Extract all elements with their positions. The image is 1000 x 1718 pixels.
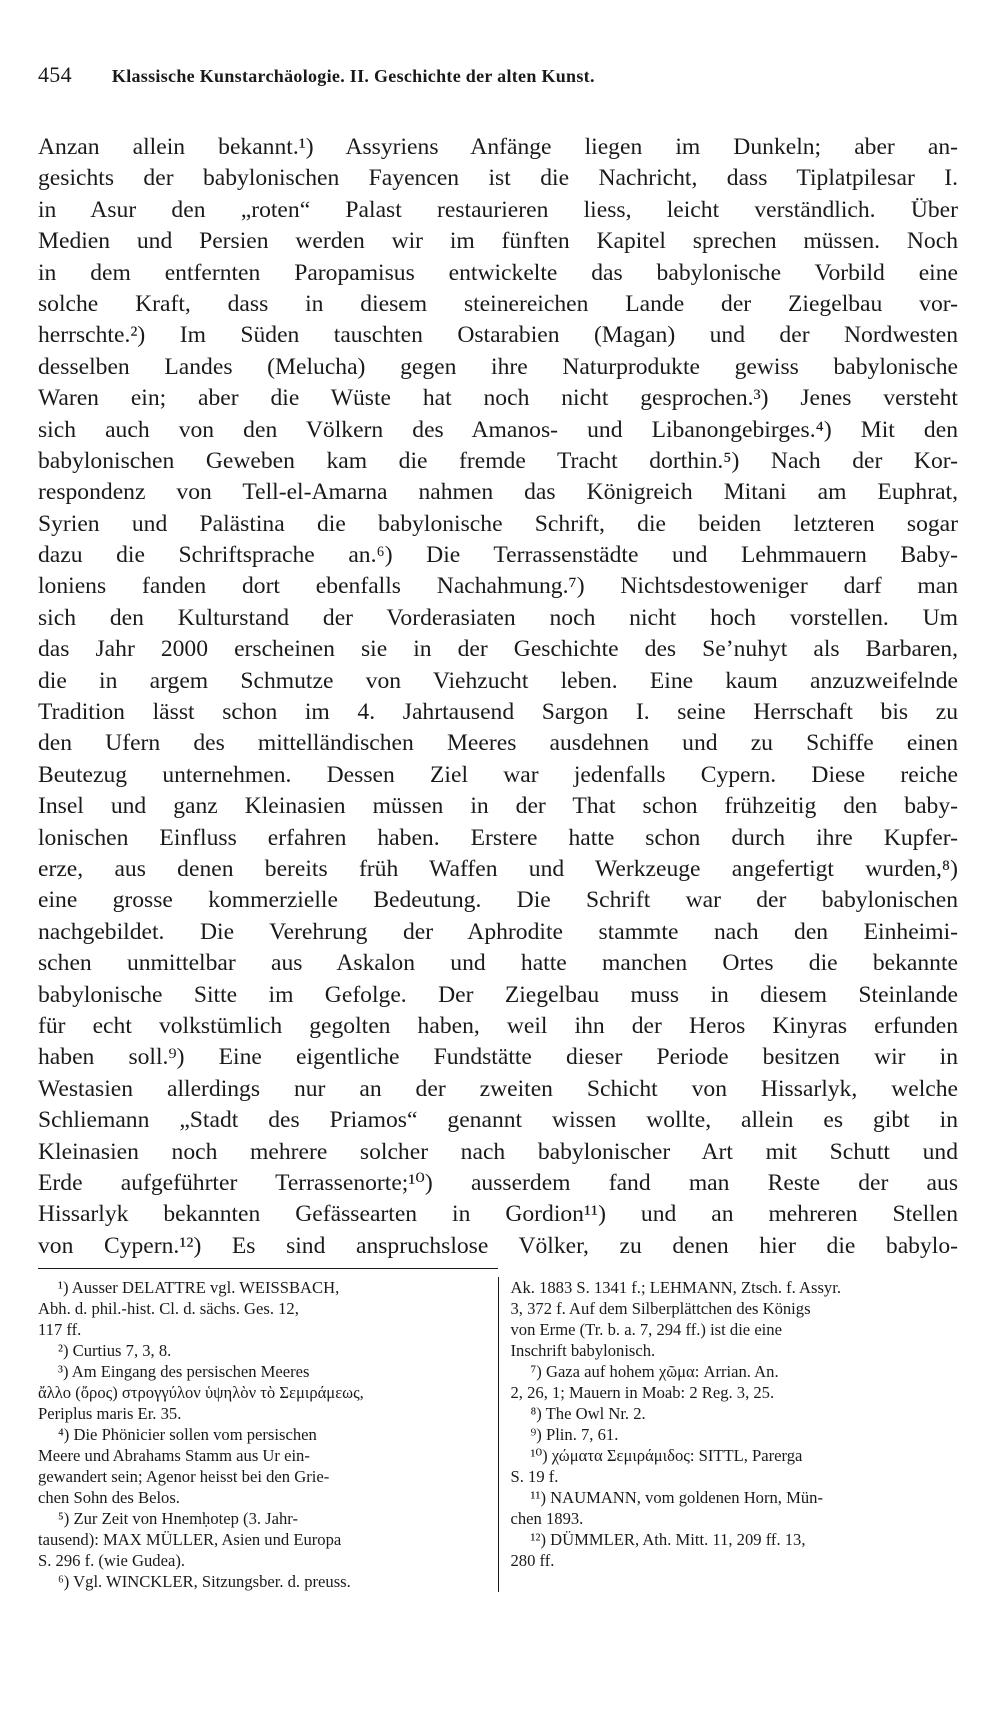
footnote-line: ⁷) Gaza auf hohem χῶμα: Arrian. An. <box>530 1362 779 1382</box>
page <box>38 62 958 1592</box>
footnote-line: 2, 26, 1; Mauern in Moab: 2 Reg. 3, 25. <box>510 1383 775 1403</box>
footnote-line: S. 19 f. <box>510 1467 559 1487</box>
body-line: den Ufern des mittelländischen Meeres ausdehnen und zu Schiffe einen <box>38 730 958 757</box>
footnote-line: Ak. 1883 S. 1341 f.; LEHMANN, Ztsch. f. Assyr. <box>510 1278 841 1298</box>
footnote-line: ⁸) The Owl Nr. 2. <box>530 1404 646 1424</box>
footnote-line: ¹²) DÜMMLER, Ath. Mitt. 11, 209 ff. 13, <box>530 1530 806 1550</box>
body-line: in dem entfernten Paropamisus entwickelte das babylonische Vorbild eine <box>38 259 958 286</box>
footnote-line: ⁵) Zur Zeit von Hnemḥotep (3. Jahr- <box>58 1509 299 1529</box>
footnote-rule <box>38 1268 498 1269</box>
body-line: in Asur den „roten“ Palast restaurieren liess, leicht verständlich. Über <box>38 196 958 223</box>
body-line: lonischen Einfluss erfahren haben. Erstere hatte schon durch ihre Kupfer- <box>38 824 958 851</box>
footnote-line: gewandert sein; Agenor heisst bei den Grie- <box>38 1467 330 1487</box>
footnote-line: 280 ff. <box>510 1551 555 1571</box>
footnote-line: 117 ff. <box>38 1320 82 1340</box>
body-line: respondenz von Tell-el-Amarna nahmen das Königreich Mitani am Euphrat, <box>38 479 958 506</box>
footnote-line: Periplus maris Er. 35. <box>38 1404 182 1424</box>
body-line: die in argem Schmutze von Viehzucht leben. Eine kaum anzuzweifelnde <box>38 667 958 694</box>
body-line: Beutezug unternehmen. Dessen Ziel war jedenfalls Cypern. Diese reiche <box>38 761 958 788</box>
footnote-line: von Erme (Tr. b. a. 7, 294 ff.) ist die eine <box>510 1320 782 1340</box>
body-line: von Cypern.¹²) Es sind anspruchslose Völker, zu denen hier die babylo- <box>38 1232 958 1259</box>
footnote-line: Abh. d. phil.-hist. Cl. d. sächs. Ges. 12, <box>38 1299 299 1319</box>
footnote-line: Meere und Abrahams Stamm aus Ur ein- <box>38 1446 310 1466</box>
body-line: Medien und Persien werden wir im fünften Kapitel sprechen müssen. Noch <box>38 228 958 255</box>
body-line: erze, aus denen bereits früh Waffen und Werkzeuge angefertigt wurden,⁸) <box>38 855 958 882</box>
body-line: sich auch von den Völkern des Amanos- und Libanongebirges.⁴) Mit den <box>38 416 958 443</box>
body-line: gesichts der babylonischen Fayencen ist die Nachricht, dass Tiplatpilesar I. <box>38 165 958 192</box>
page-header <box>38 62 958 102</box>
body-line: Erde aufgeführter Terrassenorte;¹⁰) ausserdem fand man Reste der aus <box>38 1169 958 1196</box>
body-line: Schliemann „Stadt des Priamos“ genannt wissen wollte, allein es gibt in <box>38 1107 958 1134</box>
body-line: Kleinasien noch mehrere solcher nach babylonischer Art mit Schutt und <box>38 1138 958 1165</box>
page-number: 454 <box>38 62 72 87</box>
footnote-line: chen Sohn des Belos. <box>38 1488 180 1508</box>
footnote-line: ¹¹) NAUMANN, vom goldenen Horn, Mün- <box>530 1488 823 1508</box>
body-line: Waren ein; aber die Wüste hat noch nicht gesprochen.³) Jenes versteht <box>38 385 958 412</box>
body-line: Syrien und Palästina die babylonische Schrift, die beiden letzteren sogar <box>38 510 958 537</box>
body-text <box>38 132 958 1262</box>
body-line: Westasien allerdings nur an der zweiten Schicht von Hissarlyk, welche <box>38 1075 958 1102</box>
footnotes-left-column <box>38 1277 498 1592</box>
body-line: das Jahr 2000 erscheinen sie in der Geschichte des Se’nuhyt als Barbaren, <box>38 636 958 663</box>
footnote-line: ²) Curtius 7, 3, 8. <box>58 1341 172 1361</box>
body-line: babylonische Sitte im Gefolge. Der Ziegelbau muss in diesem Steinlande <box>38 981 958 1008</box>
footnote-line: ⁶) Vgl. WINCKLER, Sitzungsber. d. preuss. <box>58 1572 351 1592</box>
running-title: Klassische Kunstarchäologie. II. Geschichte der alten Kunst. <box>111 66 595 86</box>
body-line: Hissarlyk bekannten Gefässearten in Gordion¹¹) und an mehreren Stellen <box>38 1201 958 1228</box>
footnote-line: ⁹) Plin. 7, 61. <box>530 1425 619 1445</box>
footnote-line: chen 1893. <box>510 1509 584 1529</box>
footnote-line: 3, 372 f. Auf dem Silberplättchen des Königs <box>510 1299 811 1319</box>
body-line: loniens fanden dort ebenfalls Nachahmung.⁷) Nichtsdestoweniger darf man <box>38 573 958 600</box>
body-line: haben soll.⁹) Eine eigentliche Fundstätte dieser Periode besitzen wir in <box>38 1044 958 1071</box>
footnote-line: ¹⁰) χώματα Σεμιράμιδος: SITTL, Parerga <box>530 1446 803 1466</box>
body-line: nachgebildet. Die Verehrung der Aphrodite stammte nach den Einheimi- <box>38 918 958 945</box>
footnote-line: ἄλλο (ὄρος) στρογγύλον ὑψηλὸν τὸ Σεμιράμεως, <box>38 1383 364 1403</box>
footnote-line: Inschrift babylonisch. <box>510 1341 656 1361</box>
body-line: desselben Landes (Melucha) gegen ihre Naturprodukte gewiss babylonische <box>38 353 958 380</box>
body-line: schen unmittelbar aus Askalon und hatte manchen Ortes die bekannte <box>38 950 958 977</box>
body-line: babylonischen Geweben kam die fremde Tracht dorthin.⁵) Nach der Kor- <box>38 447 958 474</box>
footnote-line: ¹) Ausser DELATTRE vgl. WEISSBACH, <box>58 1278 340 1298</box>
body-line: Insel und ganz Kleinasien müssen in der That schon frühzeitig den baby- <box>38 793 958 820</box>
footnotes <box>38 1277 958 1592</box>
footnotes-right-column <box>498 1277 959 1592</box>
body-line: eine grosse kommerzielle Bedeutung. Die Schrift war der babylonischen <box>38 887 958 914</box>
body-line: für echt volkstümlich gegolten haben, weil ihn der Heros Kinyras erfunden <box>38 1012 958 1039</box>
footnote-line: S. 296 f. (wie Gudea). <box>38 1551 186 1571</box>
footnote-line: ³) Am Eingang des persischen Meeres <box>58 1362 310 1382</box>
body-line: dazu die Schriftsprache an.⁶) Die Terrassenstädte und Lehmmauern Baby- <box>38 542 958 569</box>
body-line: Anzan allein bekannt.¹) Assyriens Anfänge liegen im Dunkeln; aber an- <box>38 134 958 160</box>
body-line: herrschte.²) Im Süden tauschten Ostarabien (Magan) und der Nordwesten <box>38 322 958 349</box>
footnote-line: tausend): MAX MÜLLER, Asien und Europa <box>38 1530 342 1550</box>
body-line: Tradition lässt schon im 4. Jahrtausend Sargon I. seine Herrschaft bis zu <box>38 699 958 726</box>
body-line: sich den Kulturstand der Vorderasiaten noch nicht hoch vorstellen. Um <box>38 604 958 631</box>
body-line: solche Kraft, dass in diesem steinereichen Lande der Ziegelbau vor- <box>38 290 958 317</box>
footnote-line: ⁴) Die Phönicier sollen vom persischen <box>58 1425 317 1445</box>
